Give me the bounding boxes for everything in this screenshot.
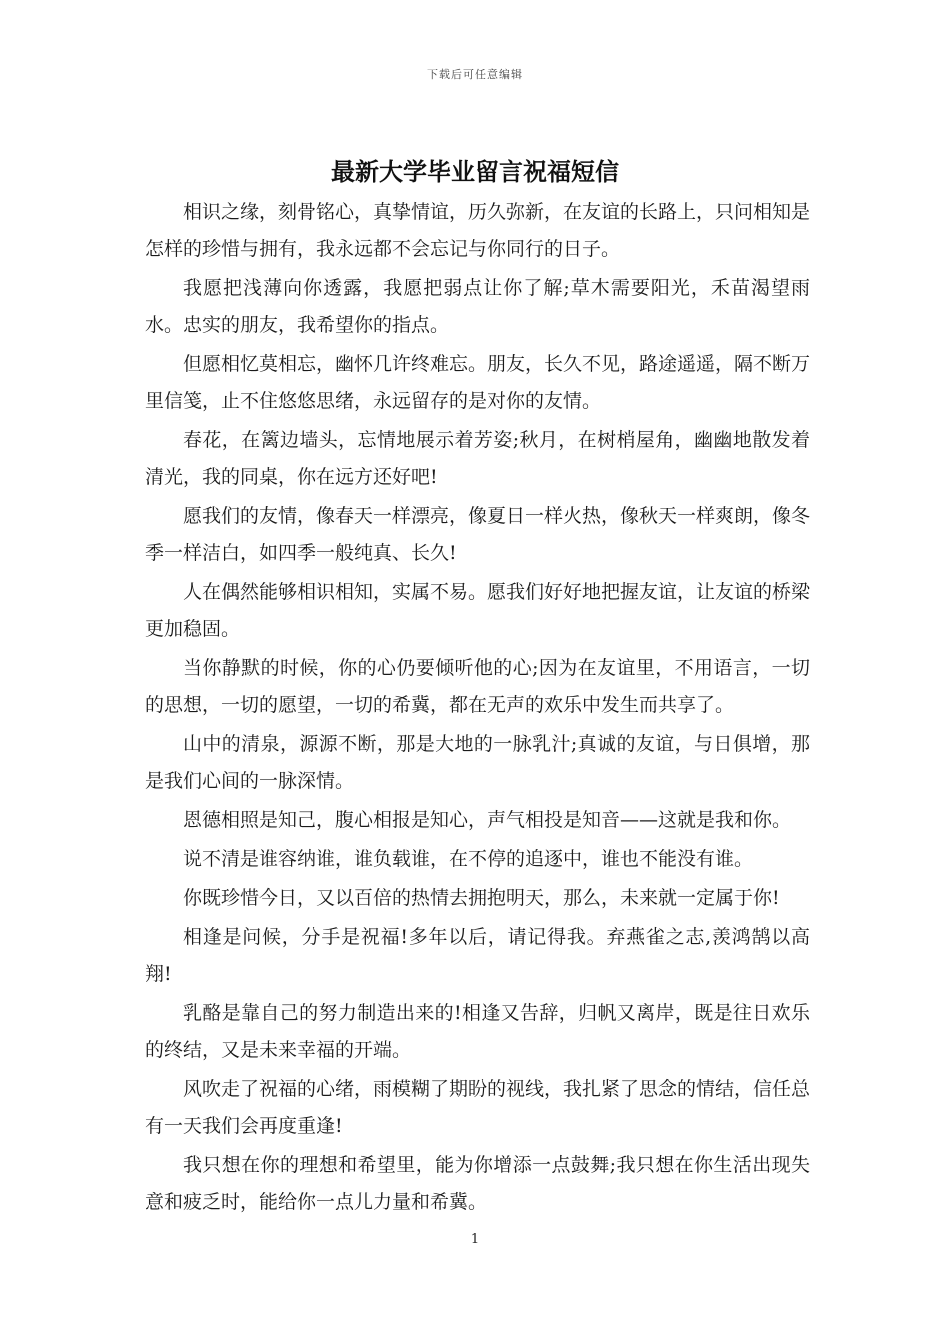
paragraph: 你既珍惜今日，又以百倍的热情去拥抱明天，那么，未来就一定属于你! (183, 887, 780, 909)
paragraph: 我只想在你的理想和希望里，能为你增添一点鼓舞;我只想在你生活出现失意和疲乏时，能给你一点儿力量和希冀。 (145, 1154, 810, 1213)
paragraph: 春花，在篱边墙头，忘情地展示着芳姿;秋月，在树梢屋角，幽幽地散发着清光，我的同桌，你在远方还好吧! (145, 429, 810, 488)
paragraph: 相逢是问候，分手是祝福!多年以后，请记得我。弃燕雀之志,羡鸿鹄以高翔! (145, 926, 810, 985)
document-body (145, 194, 810, 1223)
header-note: 下载后可任意编辑 (427, 68, 523, 81)
page-title: 最新大学毕业留言祝福短信 (331, 157, 619, 186)
paragraph: 但愿相忆莫相忘，幽怀几许终难忘。朋友，长久不见，路途遥遥，隔不断万里信笺，止不住悠悠思绪，永远留存的是对你的友情。 (145, 353, 811, 412)
paragraph: 当你静默的时候，你的心仍要倾听他的心;因为在友谊里，不用语言，一切的思想，一切的愿望，一切的希冀，都在无声的欢乐中发生而共享了。 (145, 657, 810, 716)
paragraph: 相识之缘，刻骨铭心，真挚情谊，历久弥新，在友谊的长路上，只问相知是怎样的珍惜与拥有，我永远都不会忘记与你同行的日子。 (145, 201, 811, 260)
paragraph: 山中的清泉，源源不断，那是大地的一脉乳汁;真诚的友谊，与日俱增，那是我们心间的一脉深情。 (145, 733, 810, 792)
paragraph: 恩德相照是知己，腹心相报是知心，声气相投是知音——这就是我和你。 (183, 809, 792, 831)
paragraph: 人在偶然能够相识相知，实属不易。愿我们好好地把握友谊，让友谊的桥梁更加稳固。 (145, 581, 811, 640)
paragraph: 我愿把浅薄向你透露，我愿把弱点让你了解;草木需要阳光，禾苗渴望雨水。忠实的朋友，我希望你的指点。 (145, 277, 810, 336)
paragraph: 风吹走了祝福的心绪，雨模糊了期盼的视线，我扎紧了思念的情结，信任总有一天我们会再度重逢! (145, 1078, 811, 1137)
page-number: 1 (470, 1232, 480, 1247)
paragraph: 愿我们的友情，像春天一样漂亮，像夏日一样火热，像秋天一样爽朗，像冬季一样洁白，如四季一般纯真、长久! (145, 505, 811, 564)
paragraph: 乳酪是靠自己的努力制造出来的!相逢又告辞，归帆又离岸，既是往日欢乐的终结，又是未来幸福的开端。 (145, 1002, 810, 1061)
paragraph: 说不清是谁容纳谁，谁负载谁，在不停的追逐中，谁也不能没有谁。 (183, 848, 754, 870)
